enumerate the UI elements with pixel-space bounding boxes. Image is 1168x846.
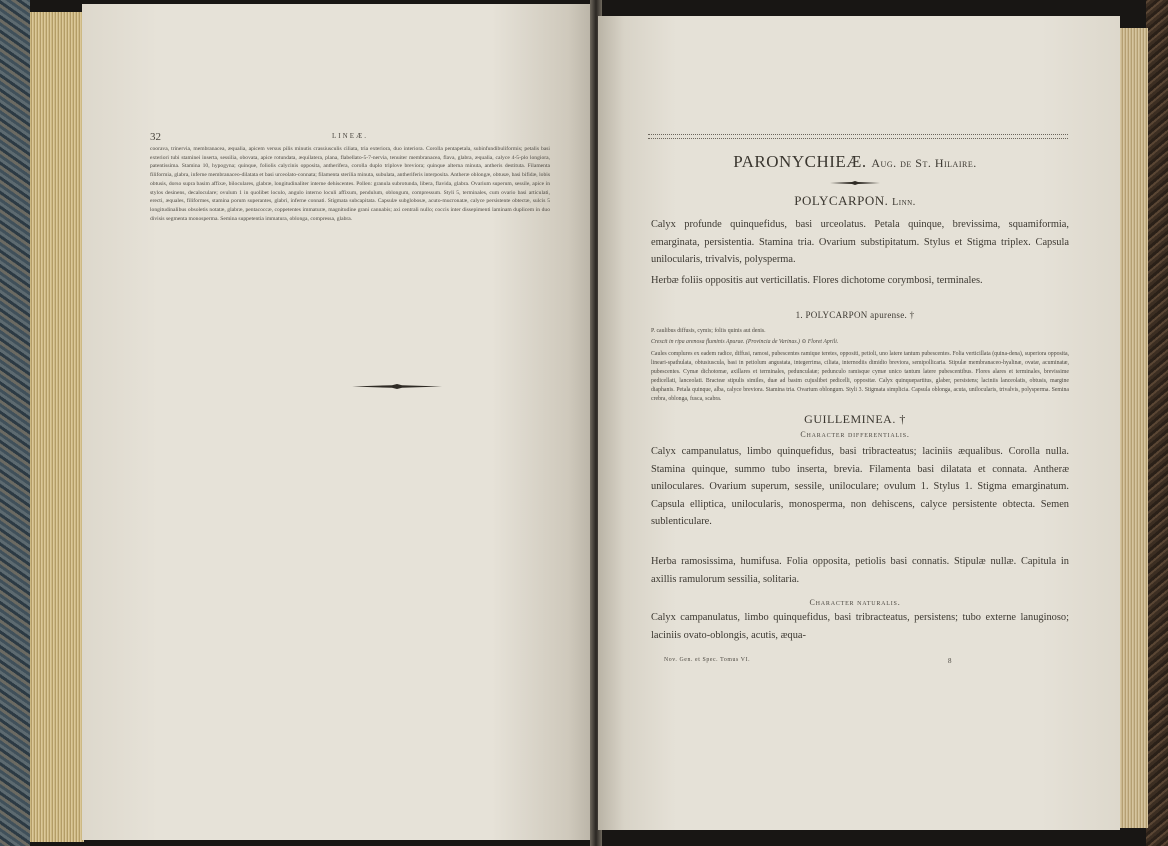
page-block-left	[30, 12, 84, 842]
page-block-right	[1118, 28, 1148, 828]
natural-heading: Character naturalis.	[809, 598, 901, 607]
divider-ornament	[352, 384, 442, 389]
family-title	[640, 152, 1070, 172]
species-description: Caules complures ex eadem radice, diffusi, ramosi, pubescentes ramique teretes, oppositi, petioli, uno latere tantum pubescentes. Folia verticillata (quina-dena), superiora opposita, lineari-spathulata, obtusiuscula, basi in petiolum angustata, integerrima, ciliata, internodiis dimidio breviora, semipollicaria. Stipulæ membranaceo-hyalinæ, ovatæ, acuminatæ, pubescentes. Cymæ dichotomæ, axillares et terminales, pedunculatæ; pedunculo ramisque cymæ unico tantum latere pubescentibus. Flores alares et terminales, brevissime pedicellati, lanceolati. Bracteæ stipulis similes, duæ ad basim cujuslibet pedicelli, oppositæ. Calyx quinquepartitus, glaber, persistens; laciniis lanceolatis, obtusis, margine diaphanis. Petala quinque, alba, calyce breviora. Stamina tria. Ovarium oblongum. Styli 3. Stigmata simplicia. Capsula oblonga, acuta, unilocularis, trivalvis, polysperma. Semina crebra, oblonga, fusca, scabra.	[651, 351, 1069, 403]
genus-habit-2: Herba ramosissima, humifusa. Folia opposita, petiolis basi connatis. Stipulæ nullæ. Capitula in axillis ramulorum sessilia, solitaria.	[651, 556, 1069, 585]
title-ornament	[830, 181, 880, 185]
species-title: 1. POLYCARPON apurense. †	[795, 310, 915, 320]
left-page	[82, 4, 594, 840]
left-page-header	[150, 131, 550, 143]
page-number: 32	[150, 131, 161, 143]
genus-title-polycarpon	[640, 193, 1070, 209]
genus-title-guillerminea: GUILLEMINEA. †	[804, 412, 906, 426]
running-title: LINEÆ.	[332, 132, 368, 140]
family-name: PARONYCHIEÆ.	[733, 152, 867, 171]
species-diagnosis: P. caulibus diffusis, cymis; foliis quinis aut denis.	[651, 328, 766, 334]
marbled-cover-left	[0, 0, 30, 846]
signature-mark: 8	[948, 657, 952, 665]
genus-description: Calyx profunde quinquefidus, basi urceolatus. Petala quinque, brevissima, squamiformia, emarginata, persistentia. Stamina tria. Ovarium substipitatum. Stylus et Stigma triplex. Capsula unilocularis, trivalvis, polysperma.	[651, 219, 1069, 266]
natural-text: Calyx campanulatus, limbo quinquefidus, basi tribracteatus, persistens; tubo externe lanuginoso; laciniis ovato-oblongis, acutis, æqua-	[651, 612, 1069, 641]
differential-text: Calyx campanulatus, limbo quinquefidus, basi tribracteatus; laciniis æqualibus. Corolla nulla. Stamina quinque, summo tubo inserta, brevia. Filamenta basi dilatata et connata. Antheræ uniloculares. Ovarium superum, sessile, uniloculare; ovulum 1. Stylus 1. Stigma emarginatum. Capsula elliptica, unilocularis, monosperma, non dehiscens, calyce persistente obtecta. Semen sublenticulare.	[651, 446, 1069, 528]
differential-heading: Character differentialis.	[800, 430, 910, 439]
species-habitat: Crescit in ripa arenosa fluminis Apurae. (Provincia de Varinas.) ⊙ Floret Aprili.	[651, 339, 839, 345]
family-author: Aug. de St. Hilaire.	[871, 156, 977, 170]
genus-author: Linn.	[892, 197, 916, 208]
left-page-body: coorava, trinervia, membranacea, æqualia, apicem versus pilis minutis crassiusculis ciliata, tria exteriora, duo interiora. Corolla pentapetala, subinfundibuliformis; petalis basi exteriori tubi staminei inserta, sessilia, obovata, apice rotundata, æquilatera, plana, flabellato-5-7-nervia, tenuiter membranacea, flava, glabra, æqualia, calyce 4-5-plo longiora, patentissima. Stamina 10, hypogyna; quinque, foliolis calycinis opposita, antherifera, corolla duplo triplove breviora; quinque alterna minuta, antheris destituta. Filamenta filiformia, glabra, inferne membranaceo-dilatata et basi urceolato-connata; filamenta sterilia minuta, subulata, antheriferis interposita. Antheræ oblongæ, obtusæ, basi bifidæ, lobis obtusis, dorso supra basim affixæ, biloculares, glabræ, longitudinaliter interne dehiscentes. Pollen: granula subrotunda, libera, flavida, glabra. Ovarium superum, sessile, apice in stylos desinens, decaloculare; ovulum 1 in quolibet loculo, angulo interno loculi affixum, pendulum, oblongum, compressum. Styli 5, terminales, cum ovario basi articulati, erecti, æquales, filiformes, stamina porum superantes, glabri, inferne connati. Stigmata subcapitata. Capsulæ subglobosæ, acuto-mucronatæ, calyce persistente obtectæ, sulcis 5 longitudinalibus obsoletis notatæ, glabræ, pentacoccæ, coppetentes immaturæ, magnitudine grani cannabis; axi centrali nullo; coccis inter dissepimenti laminam duplicem in duo divisis segmenta monosperma. Semina suppetentia immatura, oblonga, compressa, glabra.	[150, 146, 550, 222]
header-rule	[648, 134, 1068, 139]
page-footer: Nov. Gen. et Spec. Tomus VI.	[664, 657, 751, 663]
genus-name: POLYCARPON.	[794, 193, 889, 208]
marbled-cover-right	[1146, 0, 1168, 846]
genus-habit: Herbæ foliis oppositis aut verticillatis. Flores dichotome corymbosi, terminales.	[651, 275, 983, 286]
